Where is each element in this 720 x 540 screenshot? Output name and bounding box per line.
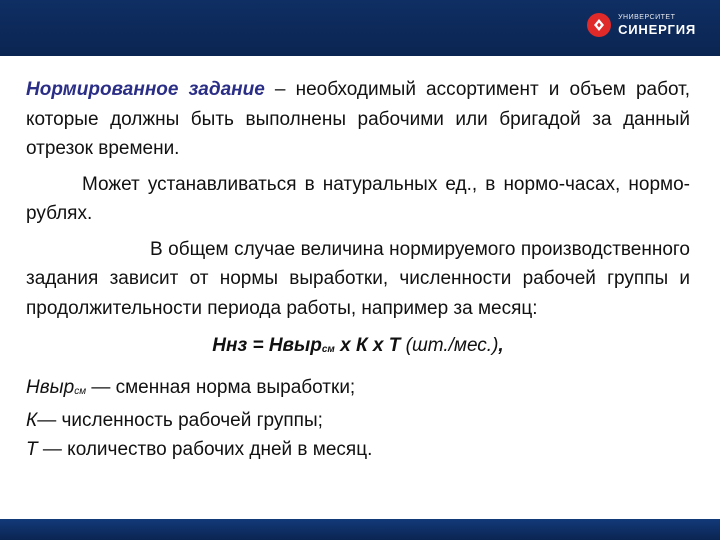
formula-rhs: х К х Т bbox=[334, 335, 406, 356]
dependency-paragraph: В общем случае величина нормируемого производственного задания зависит от нормы выработки, численности рабочей группы и продолжительности периода работы, например за месяц: bbox=[26, 238, 690, 319]
definition-item bbox=[26, 435, 690, 464]
synergy-logo-icon bbox=[586, 12, 612, 38]
symbol-subscript: см bbox=[74, 385, 87, 397]
formula-tail: , bbox=[498, 335, 504, 356]
footer-bar bbox=[0, 519, 720, 540]
definition-paragraph bbox=[26, 75, 690, 164]
logo-title: СИНЕРГИЯ bbox=[618, 22, 696, 37]
symbol-definitions bbox=[26, 373, 690, 464]
formula-lhs: Ннз = Нвыр bbox=[212, 335, 322, 356]
formula-unit: (шт./мес.) bbox=[405, 335, 499, 356]
units-paragraph: Может устанавливаться в натуральных ед., в нормо-часах, нормо-рублях. bbox=[26, 173, 690, 224]
slide-body bbox=[26, 75, 690, 464]
symbol: Нвыр bbox=[26, 376, 75, 398]
header-bar bbox=[0, 0, 720, 56]
symbol: Т bbox=[26, 438, 38, 460]
formula bbox=[26, 331, 690, 365]
logo-caption: УНИВЕРСИТЕТ bbox=[618, 14, 676, 21]
definition-item bbox=[26, 373, 690, 406]
university-logo bbox=[586, 12, 696, 38]
definition-text: – необходимый ассортимент и объем работ, которые должны быть выполнены рабочими или бригадой за данный отрезок времени. bbox=[26, 79, 690, 159]
defined-term: Нормированное задание bbox=[26, 79, 265, 100]
symbol: К bbox=[26, 409, 38, 431]
symbol-meaning: — количество рабочих дней в месяц. bbox=[37, 438, 373, 460]
formula-subscript: см bbox=[321, 344, 335, 355]
symbol-meaning: — сменная норма выработки; bbox=[86, 376, 356, 398]
definition-item bbox=[26, 406, 690, 435]
symbol-meaning: — численность рабочей группы; bbox=[37, 409, 323, 431]
